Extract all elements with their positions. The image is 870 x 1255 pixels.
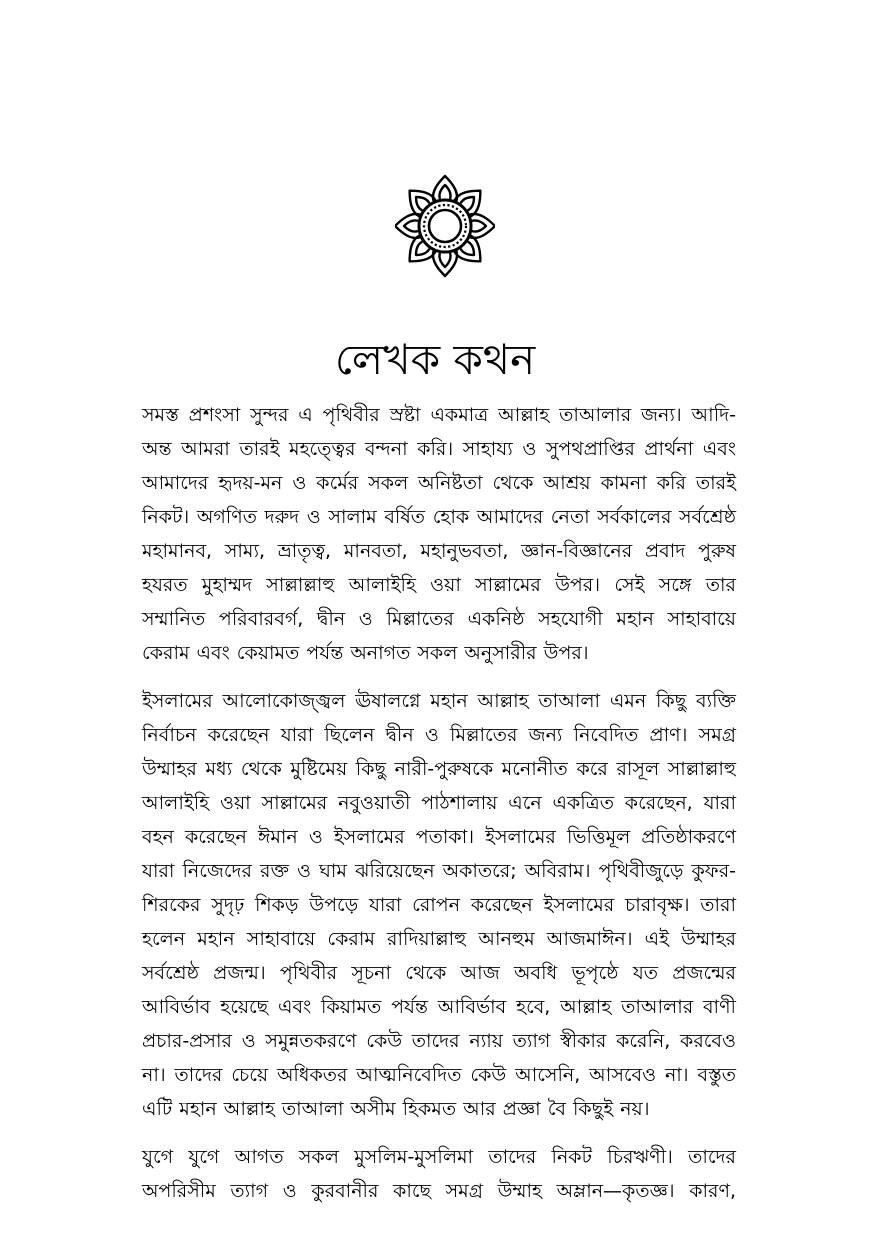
ornament-petal-inner xyxy=(439,185,450,199)
paragraph-2: ইসলামের আলোকোজ্জ্বল ঊষালগ্নে মহান আল্লাহ তাআলা এমন কিছু ব্যক্তি নির্বাচন করেছেন যারা ছিলেন দ্বীন ও মিল্লাতের জন্য নিবেদিত প্রাণ। সমগ্র উম্মাহর মধ্য থেকে মুষ্টিমেয় কিছু নারী-পুরুষকে মনোনীত করে রাসূল সাল্লাল্লাহু আলাইহি ওয়া সাল্লামের নবুওয়াতী পাঠশালায় এনে একত্রিত করেছেন, যারা বহন করেছেন ঈমান ও ইসলামের পতাকা। ইসলামের ভিত্তিমূল প্রতিষ্ঠাকরণে যারা নিজেদের রক্ত ও ঘাম ঝরিয়েছেন অকাতরে; অবিরাম। পৃথিবীজুড়ে কুফর-শিরকের সুদৃঢ় শিকড় উপড়ে যারা রোপন করেছেন ইসলামের চারাবৃক্ষ। তারা হলেন মহান সাহাবায়ে কেরাম রাদিয়াল্লাহু আনহুম আজমাঈন। এই উম্মাহর সর্বশ্রেষ্ঠ প্রজন্ম। পৃথিবীর সূচনা থেকে আজ অবধি ভূপৃষ্ঠে যত প্রজন্মের আবির্ভাব হয়েছে এবং কিয়ামত পর্যন্ত আবির্ভাব হবে, আল্লাহ তাআলার বাণী প্রচার-প্রসার ও সমুন্নতকরণে কেউ তাদের ন্যায় ত্যাগ স্বীকার করেনি, করবেও না। তাদের চেয়ে অধিকতর আত্মনিবেদিত কেউ আসেনি, আসবেও না। বস্তুত এটি মহান আল্লাহ তাআলা অসীম হিকমত আর প্রজ্ঞা বৈ কিছুই নয়। xyxy=(142,690,736,1120)
ornament-petal xyxy=(453,182,488,217)
body-text xyxy=(142,398,736,1208)
ornament-petal xyxy=(395,214,421,238)
paragraph-1: সমস্ত প্রশংসা সুন্দর এ পৃথিবীর স্রষ্টা একমাত্র আল্লাহ তাআলার জন্য। আদি-অন্ত আমরা তারই মহত্ত্বের বন্দনা করি। সাহায্য ও সুপথপ্রাপ্তির প্রার্থনা এবং আমাদের হৃদয়-মন ও কর্মের সকল অনিষ্টতা থেকে আশ্রয় কামনা করি তারই নিকট। অগণিত দরুদ ও সালাম বর্ষিত হোক আমাদের নেতা সর্বকালের সর্বশ্রেষ্ঠ মহামানব, সাম্য, ভ্রাতৃত্ব, মানবতা, মহানুভবতা, জ্ঞান-বিজ্ঞানের প্রবাদ পুরুষ হযরত মুহাম্মদ সাল্লাল্লাহু আলাইহি ওয়া সাল্লামের উপর। সেই সঙ্গে তার সম্মানিত পরিবারবর্গ, দ্বীন ও মিল্লাতের একনিষ্ঠ সহযোগী মহান সাহাবায়ে কেরাম এবং কেয়ামত পর্যন্ত অনাগত সকল অনুসারীর উপর। xyxy=(142,404,736,664)
ornament-petal-inner xyxy=(439,253,450,267)
ornament-petal xyxy=(453,234,488,269)
paragraph-3: যুগে যুগে আগত সকল মুসলিম-মুসলিমা তাদের নিকট চিরঋণী। তাদের অপরিসীম ত্যাগ ও কুরবানীর কাছে সমগ্র উম্মাহ অম্লান—কৃতজ্ঞ। কারণ, xyxy=(142,1146,736,1202)
ornament-petal-inner xyxy=(472,220,486,231)
ornament-petal xyxy=(433,250,457,276)
ornament-petal xyxy=(469,214,495,238)
chapter-title: লেখক কথন xyxy=(334,335,536,384)
ornament-petal-inner xyxy=(404,220,418,231)
ornament-petal xyxy=(433,176,457,202)
ornament-petal xyxy=(401,182,436,217)
ornament-petal xyxy=(401,234,436,269)
lotus-mandala-ornament-icon xyxy=(395,172,495,280)
